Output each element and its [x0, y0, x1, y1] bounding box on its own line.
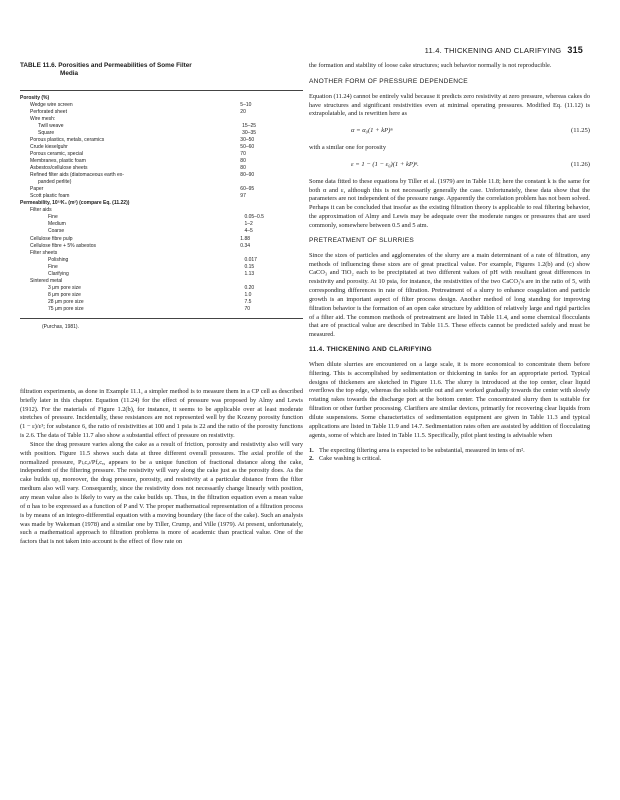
list-item-text: Cake washing is critical. — [319, 455, 382, 463]
table-row-value: 97 — [240, 193, 246, 200]
table-row-value: 80 — [240, 165, 246, 172]
table-row-label: Porous ceramic, special — [30, 150, 84, 157]
page-number: 315 — [567, 45, 583, 55]
table-row-label: Porous plastics, metals, ceramics — [30, 136, 105, 143]
table-row-value: 60–95 — [240, 186, 255, 193]
equation-11-25 — [309, 127, 590, 136]
table-row-label: Coarse — [48, 228, 65, 235]
table-row — [20, 130, 303, 137]
table-row-label: Wire mesh: — [30, 115, 56, 122]
table-row-value: 1–2 — [244, 221, 253, 228]
equation-11-26 — [309, 161, 590, 170]
table-row — [20, 264, 303, 271]
table-row-value: 20 — [240, 108, 246, 115]
table-row-value: 30–50 — [240, 136, 255, 143]
right-column — [309, 62, 590, 464]
table-row — [20, 207, 303, 214]
table-row-label: Permeability, 10¹²K₀ (m²) (compare Eq. (11.22)) — [20, 200, 130, 207]
table-row — [20, 102, 303, 109]
table-row-label: Square — [38, 129, 55, 136]
table-row-value: 70 — [244, 306, 250, 312]
table-row-value: 1.0 — [244, 291, 252, 298]
pilot-testing-list — [309, 447, 590, 465]
table-title-line-2: Media — [60, 69, 79, 77]
table-row — [20, 186, 303, 193]
table-row-label: Paper — [30, 186, 44, 193]
running-title: 11.4. THICKENING AND CLARIFYING — [424, 46, 562, 55]
list-item-number: 1. — [309, 446, 314, 454]
table-row-label: Refined filter aids (diatomaceous earth ex- — [30, 172, 124, 179]
table-row-label: Scott plastic foam — [30, 193, 70, 200]
section-heading-pressure: ANOTHER FORM OF PRESSURE DEPENDENCE — [309, 77, 468, 85]
table-row-value — [240, 278, 303, 285]
table-row — [20, 285, 303, 292]
table-row-value: 5–10 — [240, 101, 252, 108]
table-row-label: Membranes, plastic foam — [30, 158, 86, 165]
pressure-paragraph-1: Equation (11.24) cannot be entirely valid because it predicts zero resistivity at zero pressure, whereas cakes do have structures and significant resistivities even at minimal operating pressures. Modified Eq. (11.12) is extrapolatable, and is rewritten here as — [309, 92, 590, 118]
table-row — [20, 250, 303, 257]
table-row — [20, 228, 303, 235]
table-row-label: 75 μm pore size — [48, 306, 84, 312]
table-row-value — [242, 179, 303, 186]
table-row-label: Cellulose fibre + 5% asbestos — [30, 242, 97, 249]
table-row-value: 30–35 — [242, 129, 257, 136]
table-row — [20, 123, 303, 130]
filter-media-table — [20, 90, 303, 319]
table-row-label: Perforated sheet — [30, 108, 67, 115]
table-row — [20, 271, 303, 278]
table-row — [20, 179, 303, 186]
table-row-label: Wedge wire screen — [30, 101, 73, 108]
table-row — [20, 109, 303, 116]
left-paragraph-2: Since the drag pressure varies along the cake as a result of friction, porosity and resistivity also will vary with position. Figure 11.5 shows such data at three different overall pressures. The axial profile of the normalized pressure, Pₗₒcₐₗ/Pfₐcₑ, appears to be a unique function of fractional distance along the cake, independent of the filtering pressure. The resistivity will vary along the cake just as the porosity does. As the cake builds up, moreover, the drag pressure, porosity, and resistivity at a particular distance from the filter medium also will vary. Consequently, since the resistivity does not necessarily change linearly with position, any mean value also is likely to vary as the cake builds up. Thus, in the filtration equation even a mean value of α has to be expressed as a function of P and V. The proper mathematical representation of a filtration process is by means of an integro-differential equation with a moving boundary (the face of the cake). Such an analysis was made by Wakeman (1978) and a similar one by Tiller, Crump, and Ville (1979). At present, unfortunately, such a mathematical approach to filtration problems is more of academic than practical value. One of the factors that is not taken into account is the effect of flow rate on — [20, 440, 303, 546]
table-row — [20, 200, 303, 207]
table-row-value: 4–5 — [244, 228, 253, 235]
table-row-label: panded perlite) — [38, 179, 72, 186]
table-row — [20, 306, 303, 313]
table-row-label: Crude kieselguhr — [30, 143, 68, 150]
table-row — [20, 221, 303, 228]
table-row-label: Fine — [48, 263, 58, 270]
table-row — [20, 193, 303, 200]
table-row — [20, 158, 303, 165]
table-row-value: 0.05–0.5 — [244, 214, 264, 221]
table-row-value: 80 — [240, 158, 246, 165]
table-row — [20, 165, 303, 172]
table-source: (Purchas, 1981). — [42, 324, 79, 331]
table-row — [20, 172, 303, 179]
table-title-line-1: TABLE 11.6. Porosities and Permeabilities of Some Filter — [20, 62, 192, 69]
table-row-value: 0.34 — [240, 242, 251, 249]
thickening-paragraph: When dilute slurries are encountered on a large scale, it is more economical to concentrate them before filtering. This is accomplished by sedimentation or thickening in tanks for an appropriate period. Typical designs of thickeners are sketched in Figure 11.6. The slurry is introduced at the top center, clear liquid overflows the top edge, whereas the solids settle out and are worked gradually towards the center with slowly rotating rakes towards the discharge port at the bottom center. The concentrated slurry then is suitable for filtration or other further processing. Clarifiers are similar devices, primarily for recovering clear liquids from dilute suspensions. Some characteristics of sedimentation equipment are given in Table 11.3 and typical applications are listed in Table 11.9 and 14.7. Sedimentation rates often are assisted by addition of flocculating agents, some of which are listed in Table 11.5. Specifically, pilot plant testing is advisable when — [309, 360, 590, 439]
table-row-label: 3 μm pore size — [48, 284, 81, 291]
table-row-value: 50–60 — [240, 143, 255, 150]
table-row — [20, 292, 303, 299]
table-row-value: 7.5 — [244, 298, 252, 305]
table-row-label: 8 μm pore size — [48, 291, 81, 298]
table-row-label: Twill weave — [38, 122, 64, 129]
intro-paragraph: the formation and stability of loose cake structures; such behavior normally is not reproducible. — [309, 62, 552, 69]
table-row — [20, 137, 303, 144]
table-row — [20, 243, 303, 250]
table-row-value: 1.13 — [244, 270, 255, 277]
table-row-value — [240, 207, 303, 214]
table-row-label: Cellulose fibre pulp — [30, 235, 73, 242]
list-item-number: 2. — [309, 455, 314, 463]
table-row — [20, 236, 303, 243]
table-row-label: Clarifying — [48, 270, 69, 277]
section-heading-pretreatment: PRETREATMENT OF SLURRIES — [309, 236, 415, 244]
table-row-value — [238, 95, 303, 102]
table-title — [20, 62, 310, 78]
equation-11-26-number: (11.26) — [571, 160, 590, 168]
running-head — [300, 45, 583, 55]
table-row — [20, 299, 303, 306]
left-column — [20, 62, 303, 547]
table-row-value: 0.20 — [244, 284, 255, 291]
table-row — [20, 95, 303, 102]
table-row-label: Medium — [48, 221, 66, 228]
table-row-value — [238, 200, 303, 207]
table-row — [20, 116, 303, 123]
pressure-paragraph-2: with a similar one for porosity — [309, 144, 386, 152]
table-row-label: 28 μm pore size — [48, 298, 84, 305]
list-item — [309, 447, 590, 456]
table-row — [20, 257, 303, 264]
table-row-label: Asbestos/cellulose sheets — [30, 165, 88, 172]
table-row-label: Fine — [48, 214, 58, 221]
table-row-label: Polishing — [48, 256, 69, 263]
table-row — [20, 144, 303, 151]
table-row-value: 80–90 — [240, 172, 255, 179]
table-row-label: Sintered metal — [30, 277, 63, 284]
equation-11-25-body: α = α₀(1 + kP)ⁿ — [351, 127, 393, 135]
left-paragraph-1: filtration experiments, as done in Example 11.1, a simpler method is to measure them in a CP cell as described briefly later in this chapter. Equation (11.24) for the effect of pressure was proposed by Almy and Lewis (1912). For the materials of Figure 1.2(b), for instance, it seems to be applicable over at least moderate stretches of pressure. Incidentally, these resistances are not represented well by the Kozeny porosity function (1 − ε)/ε³; for substance 6, the ratio of resistivities at 100 and 1 psia is 22 and the ratio of the porosity functions is 2.6. The data of Table 11.7 also show a substantial effect of pressure on resistivity. — [20, 387, 303, 440]
table-row-label: Porosity (%) — [20, 94, 50, 101]
table-row-value — [240, 250, 303, 257]
list-item-text: The expecting filtering area is expected to be substantial, measured in tens of m². — [319, 446, 525, 454]
equation-11-26-body: ε = 1 − (1 − ε₀)(1 + kP)ⁿ. — [351, 160, 419, 168]
table-row-value: 15–25 — [242, 122, 257, 129]
table-row-value: 1.88 — [240, 235, 251, 242]
table-row-value: 0.15 — [244, 263, 255, 270]
table-row-value: 0.017 — [244, 256, 257, 263]
table-row-value — [240, 116, 303, 123]
section-heading-thickening: 11.4. THICKENING AND CLARIFYING — [309, 346, 432, 354]
table-row-value: 70 — [240, 150, 246, 157]
table-row-label: Filter aids — [30, 207, 52, 214]
table-row — [20, 214, 303, 221]
equation-11-25-number: (11.25) — [571, 127, 590, 135]
list-item — [309, 455, 590, 464]
pressure-paragraph-3: Some data fitted to these equations by Tiller et al. (1979) are in Table 11.8; here the constant k is the same for both α and ε, although this is not necessarily generally the case. Unfortunately, these data show that the parameters are not independent of the pressure range. Apparently the correlation problem has not been solved. Perhaps it can be concluded that insofar as the existing filtration theory is applicable to real filtering behavior, the approximation of Almy and Lewis may be adequate over the moderate ranges or pressures that are used commonly, somewhere between 0.5 and 5 atm. — [309, 177, 590, 229]
left-body-text — [20, 388, 303, 547]
pretreatment-paragraph: Since the sizes of particles and agglomerates of the slurry are a main determinant of a rate of filtration, any methods of influencing these sizes are of great practical value. For example, Figures 1.2(b) and (c) show CaCO₃ and TiO₂ each to be precipitated at two different values of pH with resultant great differences in resistivity and porosity. At 10 psia, for instance, the resistivities of the two CaCO₃'s are in the ratio of 5, with corresponding differences in rate of filtration. Pretreatment of a slurry to enhance coagulation and particle growth is an important aspect of filter process design. Another method of long standing for improving filtration behavior is the formation of an open cake structure by addition of relatively large and rigid particles of a filter aid. The common methods of pretreatment are listed in Table 11.4, and some chemical flocculants that are of practical value are described in Table 11.5. These effects cannot be predicted safely and must be measured. — [309, 251, 590, 339]
table-row — [20, 151, 303, 158]
table-row-label: Filter sheets — [30, 249, 58, 256]
table-row — [20, 278, 303, 285]
